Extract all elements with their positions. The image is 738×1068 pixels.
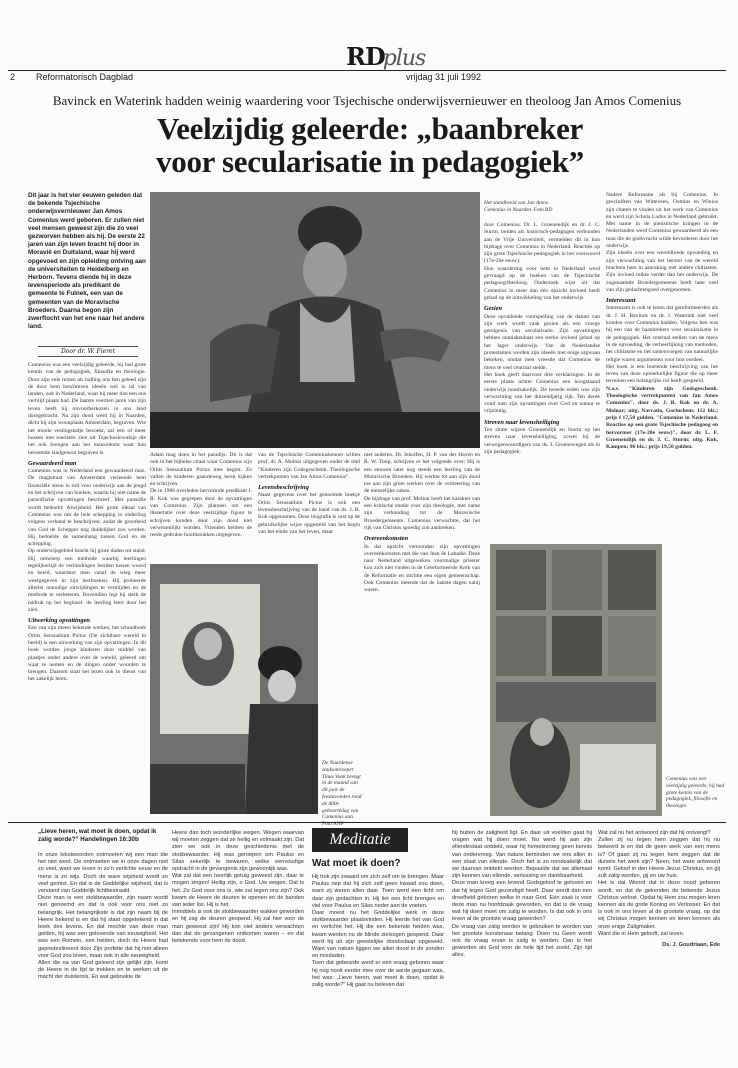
meditatie-column-1: In onze tekstwoorden ontmoeten wij een man die het niet weet. De ontmoeten we in onze dagen niet zo veel, want we leven in zo'n verlichte eeuw en de mens is zo wijs. Doch de ware wijsheid wordt zo veel gemist. En dat is de Goddelijke wijsheid, dat is verstand van Goddelijk lichtbestraald. Deze man is een stokbewaarder, zijn naam wordt niet genoemd en dat is ook voor ons niet zo belangrijk. Het belangrijkste is dat zijn naam bij de Heere bekend is en dat hij staat opgetekend in dat boek des levens. En dat mochte van deze man gelden, hij was een gelovende van eeuwigheid. Het was een Romein, een heiden, doch de Heere had gepredestineerd door Zijn profetie dat hij niet alleen voor God zou leven, maar ook in alle eeuwigheid. Allen die na van God geleerd zijn gelijkt zijn, komt de Heere in de tijd te trekken en te werken uit de macht der duisternis. En wat gebruikte de	[38, 852, 168, 981]
engraving-illustration	[490, 544, 662, 816]
statue-photo-caption: Het standbeeld van Jan Amos Comenius in Naarden. Foto RD	[484, 200, 553, 213]
town-crier-photo	[150, 564, 318, 814]
article-lead: Dit jaar is het vier eeuwen geleden dat de bekende Tsjechische onderwijsvernieuwer Jan Amos Comenius werd geboren. Er zullen niet veel mensen geweest zijn die zo veel gezworven hebben als hij. De eerste 22 jaren van zijn leven bracht hij door in Moravië en Duitsland, waar hij werd opgevoed en zijn opleiding ontving aan de universiteiten te Heidelberg en Herborn. Tevens diende hij in deze levensperiode als predikant de gemeente te Fulnek, een van de gemeenten van de Moravische Broeders. Daarna begon zijn zwerftocht van het ene naar het andere land.	[28, 192, 146, 331]
issue-date: vrijdag 31 juli 1992	[406, 72, 482, 82]
meditatie-quote: „Lieve heren, wat moet ik doen, opdat ik zalig worde?” Handelingen 16:30b	[38, 828, 157, 843]
subheading-uitwerking: Uitwerking opvattingen	[28, 617, 90, 625]
newspaper-name: Reformatorisch Dagblad	[36, 72, 134, 82]
byline: Door dr. W. Fieret	[38, 346, 138, 357]
headline-line-2: voor secularisatie in pedagogiek”	[156, 144, 584, 179]
subheading-interessant: Interessant	[606, 297, 636, 305]
subheading-gewaardeerd-man: Gewaardeerd man	[28, 459, 77, 467]
statue-illustration	[150, 192, 480, 448]
town-crier-caption: De Naardense stadsomroeper Tinus Vonk brengt in de maand van dit jaar de feestavonden rond de 400e geboortedag van Comenius aan. Foto ANP	[322, 760, 362, 828]
town-crier-illustration	[150, 564, 318, 814]
meditatie-column-5: Wat zal nu het antwoord zijn dat hij ontvangt? Zullen zij nu tegen hem zeggen dat hij nu bekeerd is en dat de geen werk van een mens is? Of gaan zij nu tegen hem zeggen dat de duivels het werk zijn? Neen, het ware antwoord komt: Geloof in den Heere Jezus Christus, en gij zult zalig worden, gij en uw huis. Het is dat Woord dat in deze nood geboren wordt, en dat de gekenden de bekende Jezus Christus verlost. Opdat hij Hem zou mogen leren kennen als de grote Koning en Verlosser. En dat is ook in ons leven al de grootste vraag, op dat wij Christus mogen kennen en leren kennen als onze enige Zaligmaker. Want die in Hem gelooft, zal leven. Ds. J. Goudriaan, Ede	[598, 830, 720, 949]
meditatie-banner: Meditatie	[312, 828, 408, 852]
article-kicker: Bavinck en Waterink hadden weinig waardering voor Tsjechische onderwijsvernieuwer en theoloog Jan Amos Comenius	[52, 93, 682, 108]
page-number: 2	[10, 72, 16, 82]
newspaper-logo: RDplus	[346, 42, 426, 71]
article-headline	[70, 112, 670, 178]
engraving-caption: Comenius was een veelzijdig geleerde, hij had grote kennis van de pedagogiek, filosofie en theologie.	[666, 776, 725, 810]
meditatie-column-3: Hij trok zijn zwaard om zich zelf om te brengen. Maar Paulus riep dat hij zich zelf geen kwaad zou doen, want zij waren allen daar. Toen werd een licht om daar zijn gedachten in. Hij liet een licht brengen en viel voor Paulus en Silas neder aan de voeten. Daar moest nu het Goddelijke werk in deze stokbewaarder plaatsvinden. Hij leerde het van God en verlichte het. Hij die een bekende heiden was, kwam werden nu de blinde zielsogen geopend. Daar werd hij uit zijn geestelijke doodsslaap opgewekt. Want van nature liggen we allen dood in de zonden en misdaden. Toen dat gebeurde werd er een vraag geboren waar hij nog nooit eerder mee over de aarde gegaan was, het was: „Lieve heren, wat moet ik doen, opdat ik zalig worde?” Hij gaat nu beleven dat	[312, 874, 444, 989]
meditatie-title: Wat moet ik doen?	[312, 858, 401, 869]
article-column-1: Comenius was een veelzijdig geleerde, hij had grote kennis van de pedagogiek, filosofie en theologie. Door zijn vele reizen als balling ons ben geleed zijn de door hem beschreven ideeën wel in tal van landen, ook in Nederland, waar hij meer dan een ons verblijf plaats had. De laatste veertien jaren van zijn leven heeft hij onvoorberkozen in ons land doorgebracht. Na zijn dood werd hij in Naarden, dicht bij zijn woonplaats Amsterdam, begraven. Wie het mooie vestingstadje bezoekt, zal een of meer bussen met toeristen zien uit Tsjechoslowakije die het ook brengen aan het mausoleum waar hun beroemde landgenoot begraven is. Gewaardeerd man Comenius was in Nederland een gewaardeerd man. De magistraat van Amsterdam verleende hem financiële steun in ruil voor onderwijs aan de jeugd en het schrijven van boeken, waarin hij niet name de pansofische opvattingen beschreef. Met pansofie wordt bedoeld: Alwijsheid. Het grote ideaal van Comenius was om de hele schepping in onderling volgens verband te beschrijven, zodat de grootheid van God de Schepper nog duidelijker zou worden. Hij bedoelde de samenhang tussen God en de schepping. Op onderwijsgebied bracht hij grote daden tot stand. Hij ontwierp een methode waarbij leerlingen tegelijkertijd de verbindingen leerden tussen woord en beeld, waardoor men vanaf de wieg meer weergegeven in zijn leerboeken. Hij probeerde allerlei onnodige uitwijdingen te vermijden en de methode te verbeteren. Bovendien legt hij sterk de nadruk op het beginsel: de leerling leert door het zien. Uitwerking opvattingen Een van zijn meest bekende werken, het schoolboek Orbis Sensualium Pictus (De zichtbare wereld in beeld) is een uitwerking van zijn opvattingen. In dit boek worden jonge kinderen door middel van plaatjes onder andere over de wereld, geleerd om waar te nemen en de dingen onder woorden te brengen. Daarom staat het lezen ook in dienst van het zakelijk leren.	[28, 362, 146, 683]
subheading-gezien: Gezien	[484, 305, 503, 313]
article-column-4: met anderen. Dr. Iekolfen, H. P. van der Haven en R. W. Toop, schrijven er het volgende over: Hij is een eeuwen later nog steeds een leerling van de Moravische Broeders. Hij werkte tot aan zijn dood toe aan zijn grote werken over de verbetering van de menselijke zaken. De bijdrage van prof. Molnar heeft het karakter van een kritische studie over zijn theologie, met name zijn verhouding tot de Moravische Broedergemeente. Comenius verwachtte, dat het rijk van Christus spoedig zou aanbreken. Overeenkomsten In dat opzicht vertoonden zijn opvattingen overeenkomsten met die van Jean de Labadie. Deze naar Nederland uitgeweken voormalige priester kon zich niet vinden in de Gereformeerde Kerk van de Reformatie en stichtte een eigen gemeenschap. Ook Comenius meende dat de laatste dagen nabij waren.	[364, 452, 480, 594]
engraving-photo	[490, 544, 662, 816]
subheading-overeenkomsten: Overeenkomsten	[364, 535, 409, 543]
meditatie-signature: Ds. J. Goudriaan, Ede	[662, 942, 720, 949]
masthead-rule	[8, 70, 726, 71]
meditatie-column-4: hij buiten de zaligheid ligt. En daar uit voelden gaat hij vragen wat hij doen moet. Nu werd hij aan zijn ellendestaat ontdekt, waar hij hemelsvroeg geen kennis van ondervroeg. Van nature beminden we ons allen in een staat van ellende. Doch het is zo noodzakelijk dat we daarvan ontdekt worden. Bepaalde dat we allemaal zijn kennen van ellende, verlossing en dankbaarheid. Deze man kreeg een levend Godsgeloof te geloven en dat hij tegen God gezondigd heeft. Daar wordt dan een droefheid geboren welke in naar God. Eén zaak is voor deze man nu hoofdzaak geworden, en dat is de vraag wat hij doen moet om zalig te worden. Is dat ook in ons leven al de grootste vraag geworden? De vraag van zalig worden te gebruiken te worden van het grootste kunstenaar belang. Doen nu Geen wordt ook de vraag ervan is zalig te worden. Dan is het geworden als God voor de hele tijd het zoekt, Zijn tijd alles.	[452, 830, 592, 959]
article-column-5: door Comenius. Dr. L. Groenendijk en dr. J. C. Sturm, beiden als historisch-pedagogen verbonden aan de Vrije Universiteit, vermelden dit in hun bijdrage over Comenius in Nederland. Reacties op zijn grote Tsjechische pedagogiek in het voorwoord (17e-20e eeuw). Hun waardering voor hem in Nederland werd gevraagd op de boeken van de Tsjechische pedagoog/theoloog. Onderzoek wijst uit dat Comenius in meer dan één opzicht invloed heeft gehad op de ontwikkeling van het onderwijs. Gezien Deze opvallende voorspelling van de datum van zijn werk wordt vaak gezien als een vroege getuigenis van secularisatie. Zijn opvattingen hebben onmiskenbaar een sterke invloed gehad op het lager onderwijs. Van de Nederlandse protestanten werden zijn ideeën met enige argwaan bekeken, omdat men vreesde dat Comenius de mens te veel centraal stelde. Het boek geeft daarvoor drie verklaringen. In de eerste plaats achtte Comenius een hoogstaand onderwijs noodzakelijk. De tweede reden was zijn verwachting van het duizendjarig rijk. Ten derde vond men zijn opvattingen over God en natuur te vrijzinnig. Streven naar levensheiliging Ten slotte wijzen Groenendijk en Sturm op het streven naar levensheiliging, zowel bij de verwegenwoordigers van ds. J. Groenewegen als in zijn pedagogiek.	[484, 222, 600, 455]
article-column-2: Adam mag doen in het paradijs. Dit is dat ook in het bijbelse citaat waar Comenius zijn Orbis Sensualium Pictus mee begint. Zo vallen de kinderen gaandeweg leren kijken en schrijven. De in 1986 overleden hervormde predikant J. R. Kok was gegrepen door de opvattingen van Comenius. Zijn plannen om een dissertatie over deze veelzijdige figuur te schrijven konden door zijn dood niet verwezenlijkt worden. Vrienden hebben de reeds gedrukte hoofdstukken uitgegeven.	[150, 452, 252, 539]
subheading-levensbeschrijving: Levensbeschrijving	[258, 484, 309, 492]
article-column-6: Nadere Reformatie als bij Comenius. In geschriften van Witteveen, Oomius en Winius zijn citaten te vinden uit het werk van Comenius en werd zijn Schola Ludus in Nederland gebruikt. Met name in de pietistische kringen in de Nederlanden werd Comenius gewaardeerd als een man die de godsvrucht wilde bevorderen door het onderwijs. Zijn ideeën over een wereldbrede opvoeding en zijn verwachting van het herstel van de wereld brachten hem in aanraking met andere chiliasten. Zijn invloed reikte verder dan het onderwijs. De zogenaamde Broedergemeente heeft later veel van zijn gedachtengoed overgenomen. Interessant Interessant is ook te lezen dat gereformeerden als dr. J. H. Bavinck en dr. J. Waterink niet veel konden voor Comenius hadden. Volgens hen was hij een van de baanbrekers voor secularisatie in de pedagogiek. Het centraal stellen van de mens in de opvoeding, de verheerlijking van methoden, het chiliasme en het samenvoegen van natuurlijke religie waren argumenten voor hun oordeel. Het boek is een boeiende beschrijving van het leven van deze opmerkelijke figuur die op meer terreinen een belangrijke rol heeft gespeeld. N.a.v. "Kinderen zijn Godsgeschenk. Theologische vertrekpunten van Jan Amos Comenius", door ds. J. R. Kok en dr. A. Molnar; uitg. Narratio, Gorinchem; 112 blz.; prijs f 17,50 gulden. "Comenius in Nederland. Reacties op een grote Tsjechische pedagoog en hervormer (17e-20e eeuw)", door dr. L. F. Groenendijk en dr. J. C. Sturm; uitg. Kok, Kampen; 96 blz.; prijs 19,50 gulden.	[606, 192, 718, 451]
book-info: N.a.v. "Kinderen zijn Godsgeschenk. Theologische vertrekpunten van Jan Amos Comenius", door ds. J. R. Kok en dr. A. Molnar; uitg. Narratio, Gorinchem; 112 blz.; prijs f 17,50 gulden. "Comenius in Nederland. Reacties op een grote Tsjechische pedagoog en hervormer (17e-20e eeuw)", door dr. L. F. Groenendijk en dr. J. C. Sturm; uitg. Kok, Kampen; 96 blz.; prijs 19,50 gulden.	[606, 385, 718, 451]
article-column-3: van de Tsjechische Comeniuskenner willen prof. dr. A. Molnar uitgegeven onder de titel "Kinderen zijn Godsgeschenk. Theologische vertrekpunten van Jan Amos Comenius". Levensbeschrijving Naast gegevens over het genoemde boekje Orbis Sensualium Pictus is ook een levensbeschrijving van de hand van ds. J. R. Kok opgenomen. Deze biografie is rust op de gebruikelijke wijze opgesteld van het begin van het einde van het leven, maar	[258, 452, 360, 535]
masthead	[8, 38, 726, 82]
meditatie-column-2: Heere dan toch wonderlijke wegen. Wegen waarvan wij moeten zeggen dat ze heilig en volmaakt zijn. Dat zien we ook in deze geschiedenis met de stokbewaarder. Hij was geroepen om Paulus en Silas zekerlijk te bewaren, welke eenvoudige opdracht in de gevangenis zijn gewoonlijk was. Wat zal dat een heerlijk getuig geweest zijn, daar te mogen zingen! Heilig zijn, o God. Uw wegen. Dat is het. Zo God voor ons is, wie zal tegen ons zijn? Ook kwam de Heere de deuren te openen en de banden van ieder los. Hij is het. Inmiddels is ook de stokbewaarder wakker geworden en hij zag de deuren geopend. Hij zal hier voor de man geweest zijn! Hij kon niet anders verwachten dan dat de gevangenen ontkomen waren – en dat betekende voor hem de dood.	[172, 830, 304, 945]
subheading-streven: Streven naar levensheiliging	[484, 418, 560, 426]
headline-line-1: Veelzijdig geleerde: „baanbreker	[156, 111, 584, 146]
statue-photo	[150, 192, 480, 448]
